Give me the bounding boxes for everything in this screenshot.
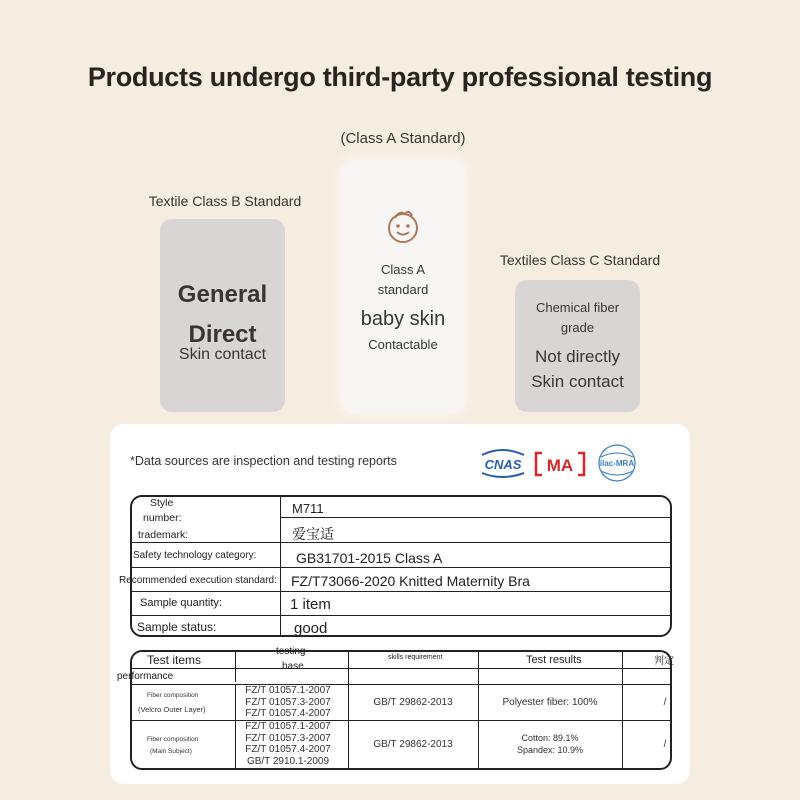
safety-label: Safety technology category: bbox=[133, 550, 257, 561]
sample-status-label: Sample status: bbox=[137, 620, 217, 634]
class-c-line2: grade bbox=[560, 320, 595, 335]
header-test-results: Test results bbox=[526, 654, 582, 666]
exec-standard-label: Recommended execution standard: bbox=[119, 575, 277, 586]
class-c-card bbox=[515, 280, 640, 412]
row2-judgment: / bbox=[663, 739, 667, 750]
header-test-items: Test items bbox=[147, 653, 202, 667]
row1-basis-2: FZ/T 01057.3-2007 bbox=[245, 696, 331, 708]
cma-text: MA bbox=[546, 456, 574, 475]
header-performance: performance bbox=[117, 671, 174, 682]
baby-face-icon bbox=[341, 204, 465, 248]
class-c-line4: Skin contact bbox=[531, 372, 624, 391]
style-label-2: number: bbox=[143, 512, 182, 524]
trademark-value: 爱宝适 bbox=[292, 526, 334, 542]
exec-standard-value: FZ/T73066-2020 Knitted Maternity Bra bbox=[291, 573, 530, 589]
certification-logos bbox=[480, 443, 640, 483]
trademark-label: trademark: bbox=[138, 529, 189, 541]
row1-basis bbox=[233, 685, 343, 720]
cnas-logo bbox=[482, 450, 524, 477]
header-skills-requirement: skills requirement bbox=[388, 654, 443, 661]
row2-basis-3: FZ/T 01057.4-2007 bbox=[245, 744, 331, 755]
row2-result bbox=[478, 733, 622, 756]
class-c-line1: Chemical fiber bbox=[535, 300, 620, 315]
class-a-line3: baby skin bbox=[360, 308, 446, 330]
row2-result-1: Cotton: 89.1% bbox=[521, 733, 579, 743]
class-b-line2: Direct bbox=[188, 321, 257, 348]
class-a-card bbox=[341, 160, 465, 413]
row1-requirement: GB/T 29862-2013 bbox=[373, 697, 453, 708]
cnas-text: CNAS bbox=[484, 457, 522, 472]
style-label-1: Style bbox=[150, 497, 174, 509]
row2-basis-4: GB/T 2910.1-2009 bbox=[246, 755, 330, 767]
row1-judgment: / bbox=[663, 697, 667, 708]
row1-item-b: (Velcro Outer Layer) bbox=[138, 705, 206, 714]
cma-logo bbox=[536, 453, 584, 475]
class-c-label: Textiles Class C Standard bbox=[499, 252, 661, 268]
row1-basis-3: FZ/T 01057.4-2007 bbox=[245, 708, 331, 719]
class-a-line2: standard bbox=[377, 282, 429, 297]
row2-requirement: GB/T 29862-2013 bbox=[373, 739, 453, 750]
row2-basis bbox=[233, 721, 343, 767]
class-c-line3: Not directly bbox=[534, 347, 621, 366]
row2-basis-1: FZ/T 01057.1-2007 bbox=[245, 721, 331, 732]
sample-quantity-value: 1 item bbox=[290, 596, 331, 613]
class-a-label: (Class A Standard) bbox=[340, 130, 466, 147]
row2-basis-2: FZ/T 01057.3-2007 bbox=[245, 732, 331, 744]
ilac-logo bbox=[599, 445, 635, 481]
safety-value: GB31701-2015 Class A bbox=[296, 550, 443, 566]
row1-basis-1: FZ/T 01057.1-2007 bbox=[245, 685, 331, 696]
page-title: Products undergo third-party professional testing bbox=[87, 62, 713, 92]
class-b-line3: Skin contact bbox=[178, 346, 267, 363]
style-value: M711 bbox=[292, 501, 324, 516]
class-b-label: Textile Class B Standard bbox=[148, 193, 302, 209]
sample-info-table bbox=[130, 495, 672, 637]
row2-item-b: (Main Subject) bbox=[150, 748, 192, 755]
row1-item-a: Fiber composition bbox=[147, 692, 199, 699]
class-a-line4: Contactable bbox=[368, 337, 438, 352]
header-testing: testing bbox=[276, 646, 306, 657]
row1-result: Polyester fiber: 100% bbox=[502, 697, 598, 708]
sample-status-value: good bbox=[294, 620, 328, 637]
class-b-card bbox=[160, 219, 285, 412]
sample-quantity-label: Sample quantity: bbox=[140, 597, 222, 609]
row2-item-a: Fiber composition bbox=[147, 736, 199, 743]
class-a-line1: Class A bbox=[380, 262, 426, 277]
class-b-line1: General bbox=[177, 281, 268, 308]
row2-result-2: Spandex: 10.9% bbox=[516, 744, 584, 755]
header-base: base bbox=[282, 661, 304, 672]
data-source-note: *Data sources are inspection and testing reports bbox=[130, 454, 397, 468]
ilac-text: ilac-MRA bbox=[599, 459, 635, 468]
header-judgment: 判定 bbox=[654, 656, 674, 667]
